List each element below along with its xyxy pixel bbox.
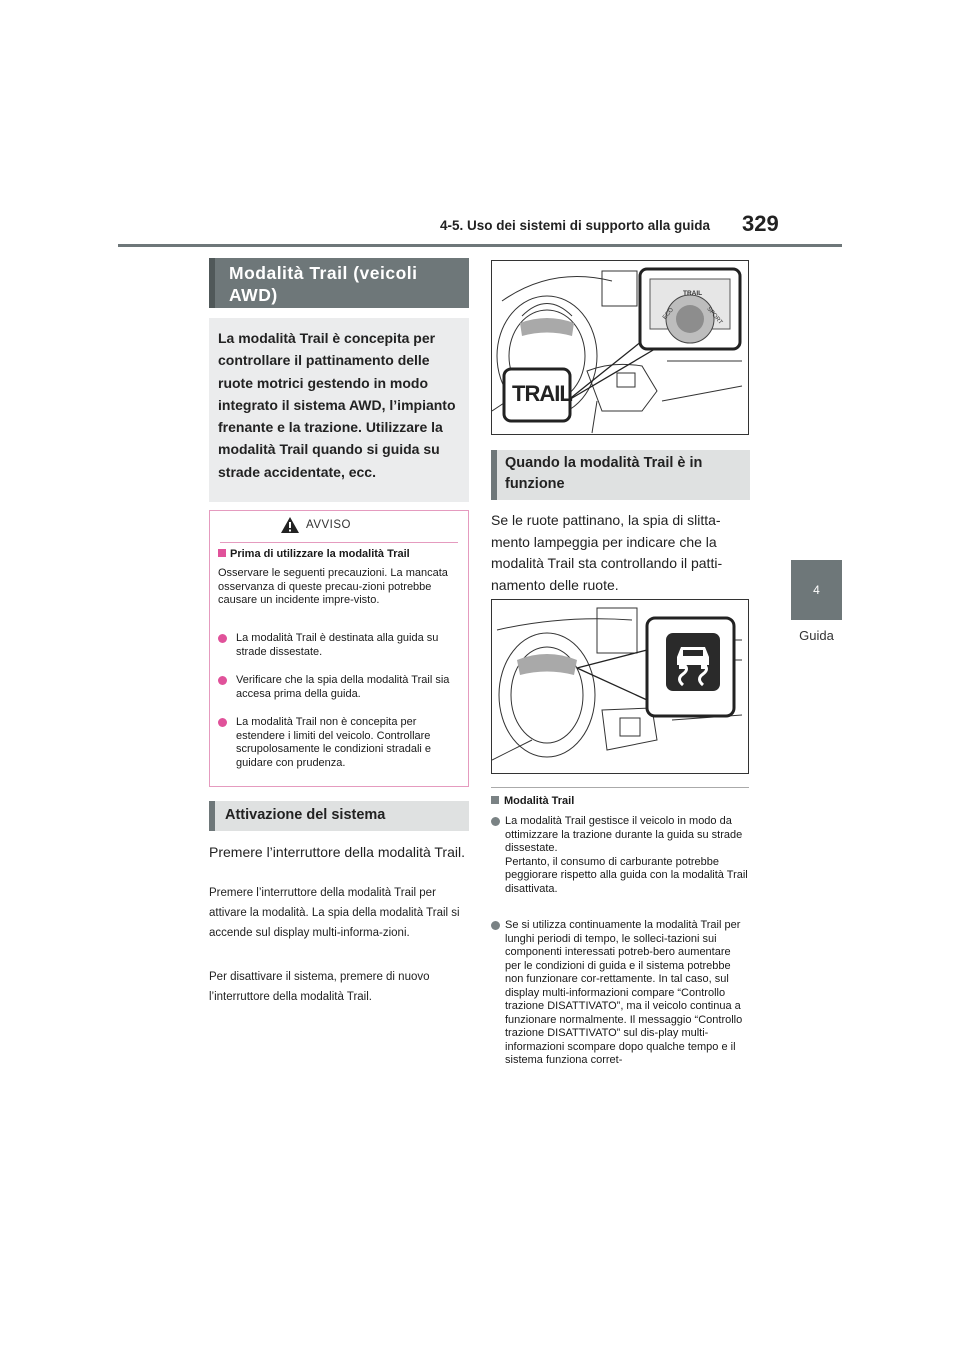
activation-paragraph: Premere l’interruttore della modalità Trail per attivare la modalità. La spia della modalità Trail si accende sul display multi-informa-zioni. bbox=[209, 887, 460, 939]
chapter-tab: 4 bbox=[791, 560, 842, 620]
bullet-icon bbox=[218, 718, 227, 727]
section-title-activation: Attivazione del sistema bbox=[209, 801, 469, 831]
note-item: Se si utilizza continuamente la modalità Trail per lunghi periodi di tempo, le solleci-tazioni sui componenti interessati potreb-bero aumentare per le condizioni di guida e il sistema potrebbe non funzionare cor-rettamente. In tal caso, sul display multi-informazioni compare “Controllo trazione DISATTIVATO”, ma il veicolo continua a funzionare normalmente. Il messaggio “Controllo trazione DISATTIVATO” sul dis-play multi-informazioni scompare dopo qualche tempo e il sistema funziona corret- bbox=[491, 919, 749, 1068]
notes-rule bbox=[491, 787, 749, 788]
dial-sport-label: SPORT bbox=[705, 306, 724, 326]
header-rule bbox=[118, 244, 842, 247]
trail-switch-figure bbox=[491, 260, 749, 435]
bullet-icon bbox=[491, 817, 500, 826]
running-header: 4-5. Uso dei sistemi di supporto alla guida bbox=[440, 218, 711, 233]
bullet-icon bbox=[491, 921, 500, 930]
chapter-label: Guida bbox=[799, 628, 834, 643]
trail-button-label: TRAIL bbox=[512, 381, 572, 406]
warning-item: La modalità Trail non è concepita per estendere i limiti del veicolo. Controllare scrupolosamente le condizioni stradali e guidare con prudenza. bbox=[216, 716, 456, 770]
dial-trail-label: TRAIL bbox=[683, 290, 703, 297]
warning-header bbox=[210, 511, 468, 540]
warning-item: Verificare che la spia della modalità Trail sia accesa prima della guida. bbox=[216, 674, 456, 701]
warning-divider bbox=[220, 542, 458, 543]
warning-text: Osservare le seguenti precauzioni. La mancata osservanza di queste precau-zioni potrebbe causare un incidente impre-visto. bbox=[218, 567, 448, 606]
warning-box bbox=[209, 510, 469, 787]
warning-subtitle: Prima di utilizzare la modalità Trail bbox=[218, 548, 410, 560]
page-number: 329 bbox=[742, 211, 779, 236]
bullet-icon bbox=[218, 676, 227, 685]
square-bullet-icon bbox=[218, 549, 226, 557]
section-title-when-active: Quando la modalità Trail è in funzione bbox=[491, 450, 750, 500]
warning-item: La modalità Trail è destinata alla guida su strade dissestate. bbox=[216, 632, 456, 659]
square-bullet-icon bbox=[491, 796, 499, 804]
activation-lead: Premere l’interruttore della modalità Trail. bbox=[209, 844, 465, 860]
dial-eco-label: ECO bbox=[662, 307, 675, 321]
when-active-lead: Se le ruote pattinano, la spia di slitta-mento lampeggia per indicare che la modalità Trail sta controllando il patti-namento delle ruote. bbox=[491, 512, 723, 593]
slip-indicator-figure bbox=[491, 599, 749, 774]
notes-subtitle: Modalità Trail bbox=[491, 795, 574, 807]
activation-paragraph: Per disattivare il sistema, premere di nuovo l’interruttore della modalità Trail. bbox=[209, 971, 430, 1003]
slip-indicator-icon bbox=[666, 633, 720, 691]
bullet-icon bbox=[218, 634, 227, 643]
section-title-trail-mode: Modalità Trail (veicoli AWD) bbox=[209, 258, 469, 308]
note-item: La modalità Trail gestisce il veicolo in modo da ottimizzare la trazione durante la guida su strade dissestate. Pertanto, il consumo di carburante potrebbe peggiorare rispetto alla guida con la modalità Trail disattivata. bbox=[491, 815, 749, 896]
warning-title: AVVISO bbox=[306, 519, 351, 531]
warning-triangle-icon bbox=[280, 516, 300, 534]
intro-box: La modalità Trail è concepita per controllare il pattinamento delle ruote motrici gestendo in modo integrato il sistema AWD, l’impianto frenante e la trazione. Utilizzare la modalità Trail quando si guida su strade accidentate, ecc. bbox=[209, 318, 469, 502]
dashboard-illustration bbox=[492, 261, 748, 434]
